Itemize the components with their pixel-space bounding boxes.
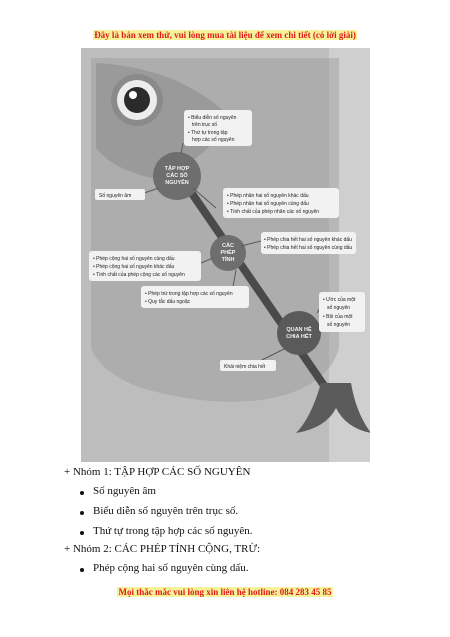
list-item: Thứ tự trong tập hợp các số nguyên.	[93, 525, 253, 537]
svg-text:• Bội của một: • Bội của một	[323, 314, 353, 320]
bullet-icon	[80, 531, 84, 535]
box-negative: Số nguyên âm	[99, 193, 132, 199]
svg-text:• Tính chất của phép cộng các: • Tính chất của phép cộng các số nguyên	[93, 272, 185, 278]
bullet-icon	[80, 568, 84, 572]
svg-text:PHÉP: PHÉP	[220, 250, 236, 256]
svg-text:NGUYÊN: NGUYÊN	[165, 180, 189, 186]
node-set: TẬP HỢP	[164, 166, 190, 172]
box-division-rules: • Phép chia hết hai số nguyên khác dấu	[264, 237, 352, 243]
svg-text:CÁC SỐ: CÁC SỐ	[166, 173, 188, 179]
box-subtraction: • Phép trừ trong tập hợp các số nguyên	[145, 291, 233, 297]
svg-text:số nguyên: số nguyên	[327, 305, 351, 311]
svg-text:hợp các số nguyên: hợp các số nguyên	[192, 137, 235, 143]
group1-heading: + Nhóm 1: TẬP HỢP CÁC SỐ NGUYÊN	[64, 466, 251, 478]
box-representation: • Biểu diễn số nguyên	[188, 115, 237, 121]
svg-text:số nguyên: số nguyên	[327, 322, 351, 328]
svg-text:• Quy tắc dấu ngoặc: • Quy tắc dấu ngoặc	[145, 299, 191, 305]
svg-text:CHIA HẾT: CHIA HẾT	[286, 334, 312, 340]
preview-notice: Đây là bản xem thử, vui lòng mua tài liệu để xem chi tiết (có lời giải)	[94, 30, 356, 40]
list-item: Phép cộng hai số nguyên cùng dấu.	[93, 562, 249, 574]
svg-text:• Phép nhân hai số nguyên cùng: • Phép nhân hai số nguyên cùng dấu	[227, 201, 309, 207]
box-multiplication: • Phép nhân hai số nguyên khác dấu	[227, 193, 309, 199]
bullet-icon	[80, 511, 84, 515]
list-item: Số nguyên âm	[93, 485, 156, 497]
box-divisors-multiples: • Ước của một	[323, 297, 356, 303]
bullet-icon	[80, 491, 84, 495]
svg-text:• Thứ tự trong tập: • Thứ tự trong tập	[188, 130, 228, 136]
svg-text:trên trục số: trên trục số	[192, 122, 218, 128]
list-item: Biểu diễn số nguyên trên trục số.	[93, 505, 239, 517]
box-divisibility-concept: Khái niệm chia hết	[224, 364, 266, 370]
mindmap-diagram	[81, 48, 370, 462]
hotline-notice: Mọi thắc mắc vui lòng xin liên hệ hotline: 084 283 45 85	[118, 587, 332, 597]
node-ops: CÁC	[222, 243, 234, 249]
svg-text:• Phép chia hết hai số nguyên: • Phép chia hết hai số nguyên cùng dấu	[264, 245, 353, 251]
svg-text:• Tính chất của phép nhân các: • Tính chất của phép nhân các số nguyên	[227, 209, 320, 215]
group2-heading: + Nhóm 2: CÁC PHÉP TÍNH CỘNG, TRỪ:	[64, 543, 261, 555]
svg-text:• Phép cộng hai số nguyên khác: • Phép cộng hai số nguyên khác dấu	[93, 264, 175, 270]
svg-text:TÍNH: TÍNH	[221, 257, 235, 263]
box-addition: • Phép cộng hai số nguyên cùng dấu	[93, 256, 175, 262]
mindmap-photo	[81, 48, 370, 462]
node-divisibility: QUAN HỆ	[286, 327, 312, 333]
